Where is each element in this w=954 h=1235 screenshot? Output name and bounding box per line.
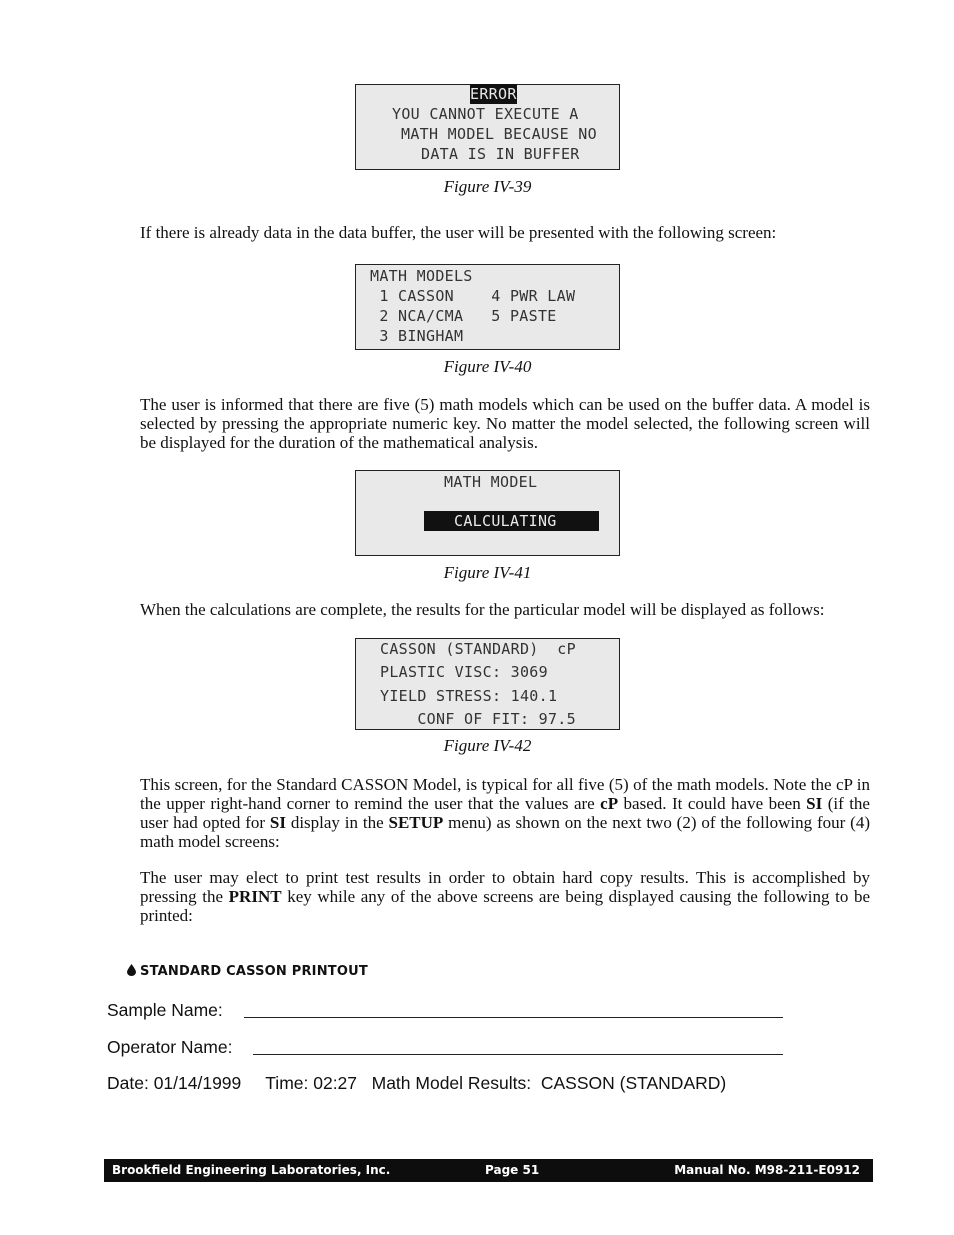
operator-name-label: Operator Name: bbox=[107, 1037, 233, 1057]
lcd-screen-casson-results bbox=[355, 638, 620, 730]
sample-name-label: Sample Name: bbox=[107, 1000, 223, 1020]
lcd-line: CONF OF FIT: 97.5 bbox=[380, 710, 576, 728]
lcd-line: YOU CANNOT EXECUTE A bbox=[392, 105, 579, 123]
footer-manual: Manual No. M98-211-E0912 bbox=[674, 1163, 860, 1177]
lcd-screen-error bbox=[355, 84, 620, 170]
page-footer bbox=[104, 1159, 873, 1182]
lcd-title: MATH MODEL bbox=[444, 473, 538, 491]
lcd-screen-calculating bbox=[355, 470, 620, 556]
paragraph: The user may elect to print test results in order to obtain hard copy results. This is accomplished by pressing the PRINT key while any of the above screens are being displayed causing the following to be printed: bbox=[140, 868, 870, 925]
operator-name-line bbox=[253, 1054, 783, 1055]
lcd-line: DATA IS IN BUFFER bbox=[421, 145, 580, 163]
date-time-line: Date: 01/14/1999 Time: 02:27 Math Model Results: CASSON (STANDARD) bbox=[107, 1073, 727, 1093]
lcd-line: 3 BINGHAM bbox=[370, 327, 464, 345]
figure-caption: Figure IV-42 bbox=[443, 736, 532, 755]
lcd-line: MATH MODEL BECAUSE NO bbox=[401, 125, 597, 143]
lcd-line: CASSON (STANDARD) cP bbox=[380, 640, 576, 658]
lcd-title: MATH MODELS bbox=[370, 267, 473, 285]
paragraph: The user is informed that there are five (5) math models which can be used on the buffer data. A model is selected by pressing the appropriate numeric key. No matter the model selected, the following screen will be displayed for the duration of the mathematical analysis. bbox=[140, 395, 870, 452]
figure-caption: Figure IV-40 bbox=[443, 357, 532, 376]
paragraph: This screen, for the Standard CASSON Model, is typical for all five (5) of the math models. Note the cP in the upper right-hand corner to remind the user that the values are cP based. It could have been SI (if the user had opted for SI display in the SETUP menu) as shown on the next two (2) of the following four (4) math model screens: bbox=[140, 775, 870, 851]
footer-company: Brookfield Engineering Laboratories, Inc. bbox=[112, 1163, 391, 1177]
sample-name-line bbox=[244, 1017, 783, 1018]
calculating-status: CALCULATING bbox=[454, 512, 557, 530]
figure-caption: Figure IV-39 bbox=[443, 177, 532, 196]
paragraph: If there is already data in the data buffer, the user will be presented with the following screen: bbox=[140, 223, 777, 242]
drop-icon bbox=[127, 964, 136, 976]
lcd-line: 1 CASSON 4 PWR LAW bbox=[370, 287, 576, 305]
figure-caption: Figure IV-41 bbox=[443, 563, 532, 582]
paragraph: When the calculations are complete, the results for the particular model will be displayed as follows: bbox=[140, 600, 825, 619]
lcd-line: YIELD STRESS: 140.1 bbox=[380, 687, 558, 705]
lcd-line: PLASTIC VISC: 3069 bbox=[380, 663, 548, 681]
lcd-screen-math-models bbox=[355, 264, 620, 350]
footer-page: Page 51 bbox=[485, 1163, 540, 1177]
section-heading bbox=[127, 964, 368, 979]
error-badge: ERROR bbox=[470, 85, 517, 103]
section-title: STANDARD CASSON PRINTOUT bbox=[140, 964, 368, 979]
lcd-line: 2 NCA/CMA 5 PASTE bbox=[370, 307, 557, 325]
